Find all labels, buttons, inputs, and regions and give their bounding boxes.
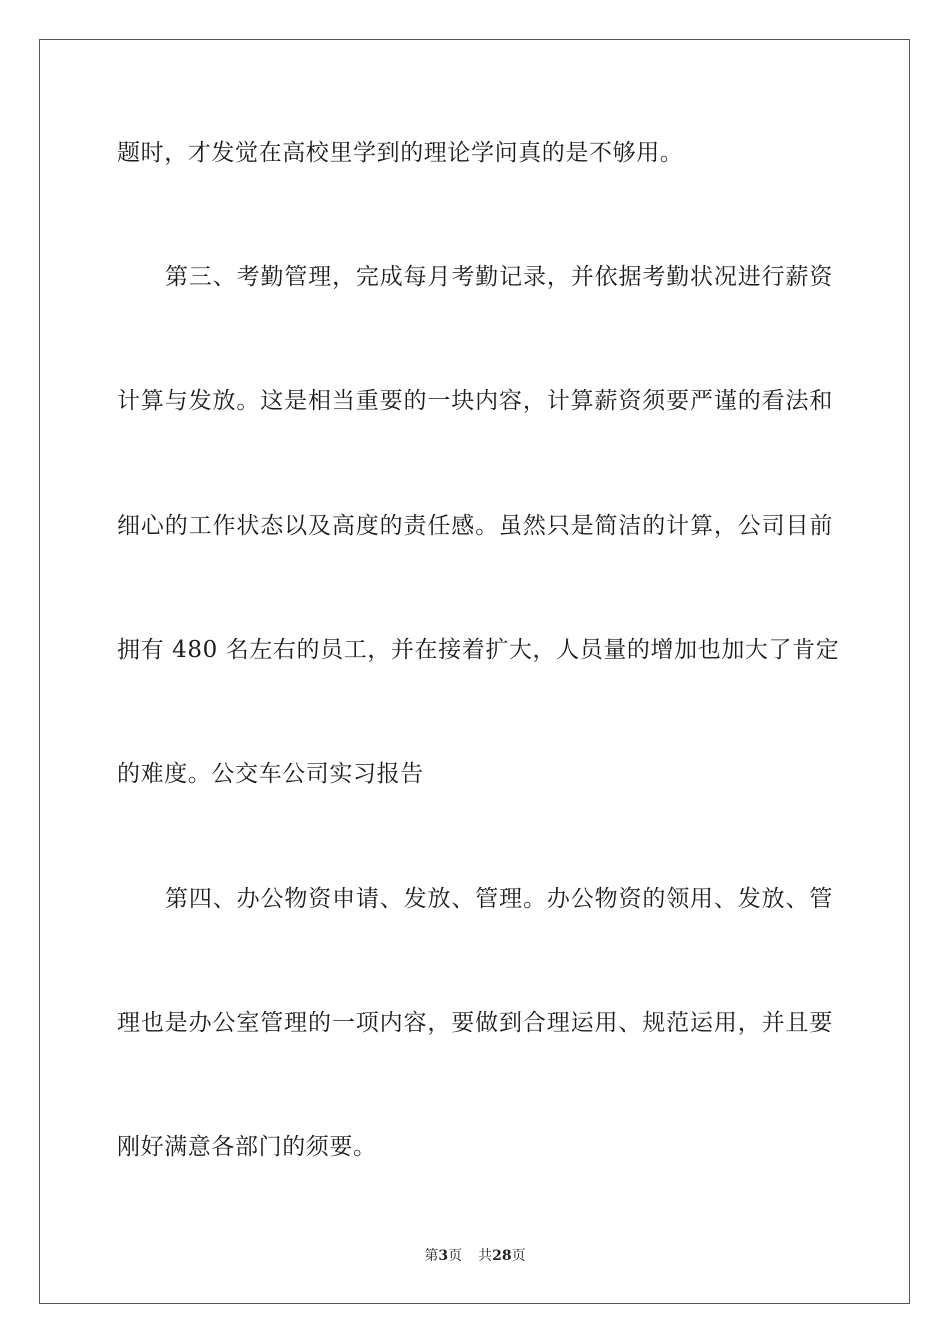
total-pages-number: 28 <box>492 1248 512 1264</box>
footer-prefix: 第 <box>424 1248 439 1264</box>
paragraph-line-9: 刚好满意各部门的须要。 <box>117 1134 377 1160</box>
paragraph-line-4: 细心的工作状态以及高度的责任感。虽然只是简洁的计算，公司目前 <box>117 513 833 539</box>
current-page-number: 3 <box>438 1248 449 1264</box>
paragraph-line-2: 第三、考勤管理，完成每月考勤记录，并依据考勤状况进行薪资 <box>165 264 833 290</box>
paragraph-line-1: 题时，才发觉在高校里学到的理论学问真的是不够用。 <box>117 140 684 166</box>
page-footer <box>0 1247 950 1265</box>
paragraph-line-6: 的难度。公交车公司实习报告 <box>117 761 424 787</box>
paragraph-line-8: 理也是办公室管理的一项内容，要做到合理运用、规范运用，并且要 <box>117 1010 833 1036</box>
footer-page-suffix: 页 <box>448 1248 463 1264</box>
paragraph-line-3: 计算与发放。这是相当重要的一块内容，计算薪资须要严谨的看法和 <box>117 388 833 414</box>
page-border <box>39 39 910 1304</box>
footer-total-suffix: 页 <box>511 1248 526 1264</box>
paragraph-line-5: 拥有 480 名左右的员工，并在接着扩大，人员量的增加也加大了肯定 <box>117 637 840 663</box>
paragraph-line-7: 第四、办公物资申请、发放、管理。办公物资的领用、发放、管 <box>165 886 833 912</box>
footer-total-prefix: 共 <box>478 1248 493 1264</box>
